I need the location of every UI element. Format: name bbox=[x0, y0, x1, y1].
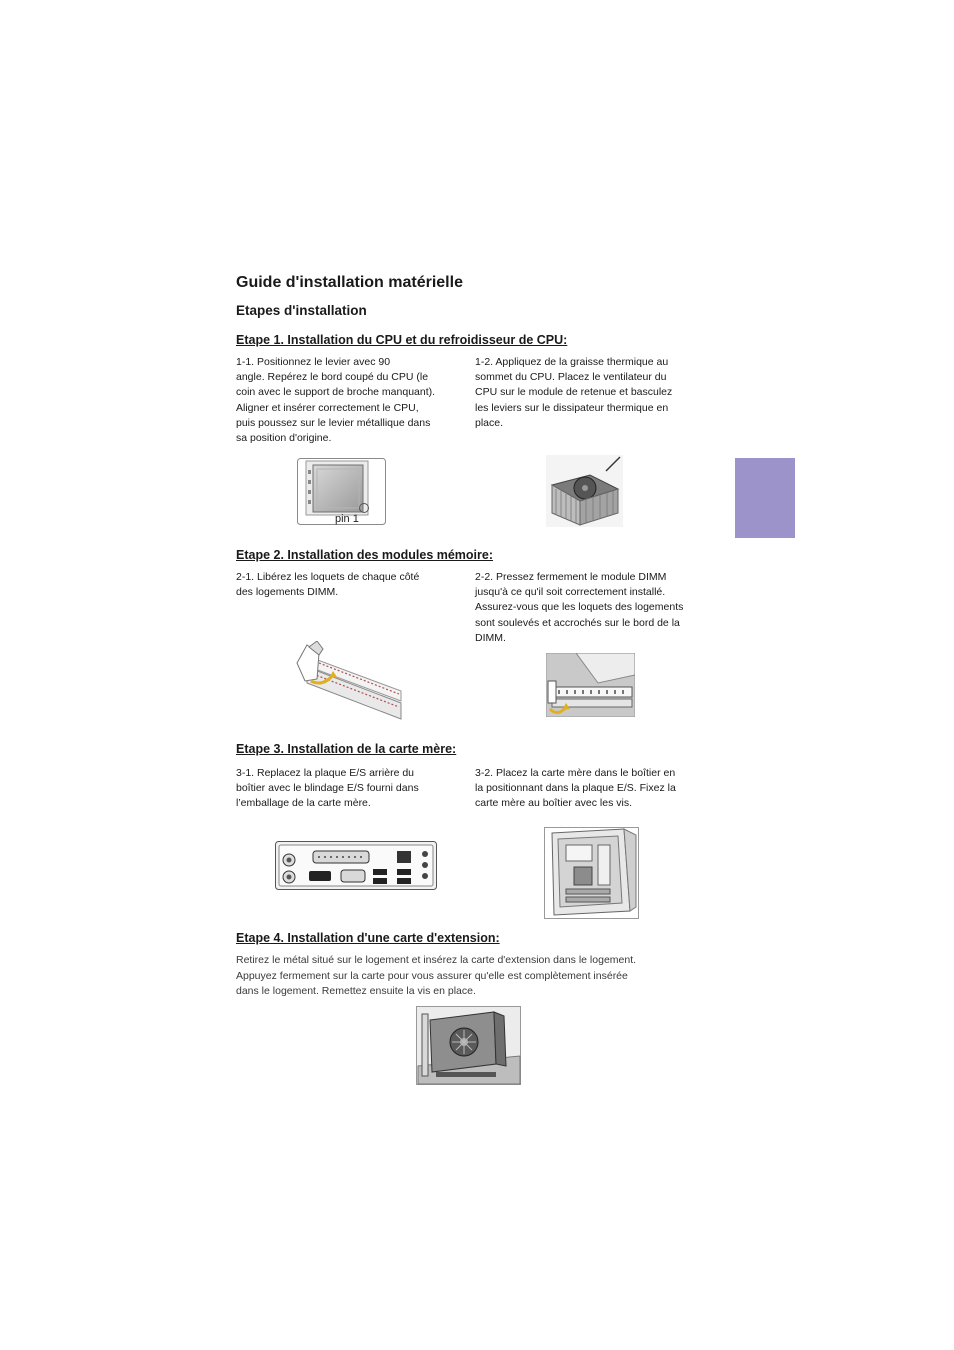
step2-col2-text bbox=[475, 570, 683, 646]
text-line: angle. Repérez le bord coupé du CPU (le bbox=[236, 371, 429, 384]
text-line: Appuyez fermement sur la carte pour vous assurer qu'elle est complètement insérée bbox=[236, 969, 628, 982]
text-line: DIMM. bbox=[475, 631, 506, 644]
text-line: Assurez-vous que les loquets des logements bbox=[475, 601, 684, 614]
text-line: 2-1. Libérez les loquets de chaque côté bbox=[236, 571, 420, 583]
step1-col1-text bbox=[236, 355, 435, 446]
text-line: Aligner et insérer correctement le CPU, bbox=[236, 401, 419, 414]
step1-heading: Etape 1. Installation du CPU et du refroidisseur de CPU: bbox=[236, 333, 568, 347]
step4-text bbox=[236, 953, 636, 1000]
cpu-fan-illustration bbox=[546, 455, 623, 527]
text-line: des logements DIMM. bbox=[236, 586, 339, 599]
text-line: 2-2. Pressez fermement le module DIMM bbox=[475, 571, 667, 583]
text-line: dans le logement. Remettez ensuite la vis en place. bbox=[236, 985, 476, 997]
text-line: Retirez le métal situé sur le logement et insérez la carte d'extension dans le logement. bbox=[236, 954, 637, 966]
expansion-card-illustration bbox=[416, 1006, 521, 1085]
section-subtitle: Etapes d'installation bbox=[236, 303, 367, 318]
section-tab-marker bbox=[735, 458, 795, 538]
text-line: 1-2. Appliquez de la graisse thermique au bbox=[475, 356, 669, 368]
step1-col2-text bbox=[475, 355, 672, 431]
text-line: carte mère au boîtier avec les vis. bbox=[475, 797, 632, 810]
text-line: sont soulevés et accrochés sur le bord de la bbox=[475, 616, 680, 629]
text-line: puis poussez sur le levier métallique dans bbox=[236, 416, 431, 429]
case-motherboard-illustration bbox=[544, 827, 639, 919]
step2-heading: Etape 2. Installation des modules mémoire: bbox=[236, 548, 494, 562]
text-line: 3-2. Placez la carte mère dans le boîtier en bbox=[475, 767, 676, 779]
text-line: place. bbox=[475, 416, 504, 429]
text-line: coin avec le support de broche manquant). bbox=[236, 386, 436, 399]
text-line: CPU sur le module de retenue et basculez bbox=[475, 386, 673, 399]
step2-col1-text bbox=[236, 570, 419, 600]
dimm-insert-illustration bbox=[546, 653, 635, 717]
step3-col1-text bbox=[236, 766, 419, 812]
text-line: 3-1. Replacez la plaque E/S arrière du bbox=[236, 767, 415, 779]
text-line: 1-1. Positionnez le levier avec 90 bbox=[236, 356, 391, 368]
text-line: la positionnant dans la plaque E/S. Fixez la bbox=[475, 782, 676, 795]
page-title: Guide d'installation matérielle bbox=[236, 274, 463, 291]
io-shield-illustration bbox=[275, 841, 437, 890]
text-line: l’emballage de la carte mère. bbox=[236, 797, 371, 810]
text-line: les leviers sur le dissipateur thermique en bbox=[475, 401, 669, 414]
text-line: boîtier avec le blindage E/S fourni dans bbox=[236, 782, 419, 795]
step3-col2-text bbox=[475, 766, 676, 812]
text-line: sa position d'origine. bbox=[236, 432, 332, 445]
text-line: sommet du CPU. Placez le ventilateur du bbox=[475, 371, 667, 384]
dimm-latch-illustration bbox=[293, 641, 402, 720]
pin1-label: pin 1 bbox=[335, 513, 359, 525]
step3-heading: Etape 3. Installation de la carte mère: bbox=[236, 742, 457, 756]
text-line: jusqu'à ce qu'il soit correctement installé. bbox=[475, 586, 666, 599]
cpu-socket-illustration bbox=[297, 458, 386, 525]
step4-heading: Etape 4. Installation d'une carte d'extension: bbox=[236, 931, 500, 945]
